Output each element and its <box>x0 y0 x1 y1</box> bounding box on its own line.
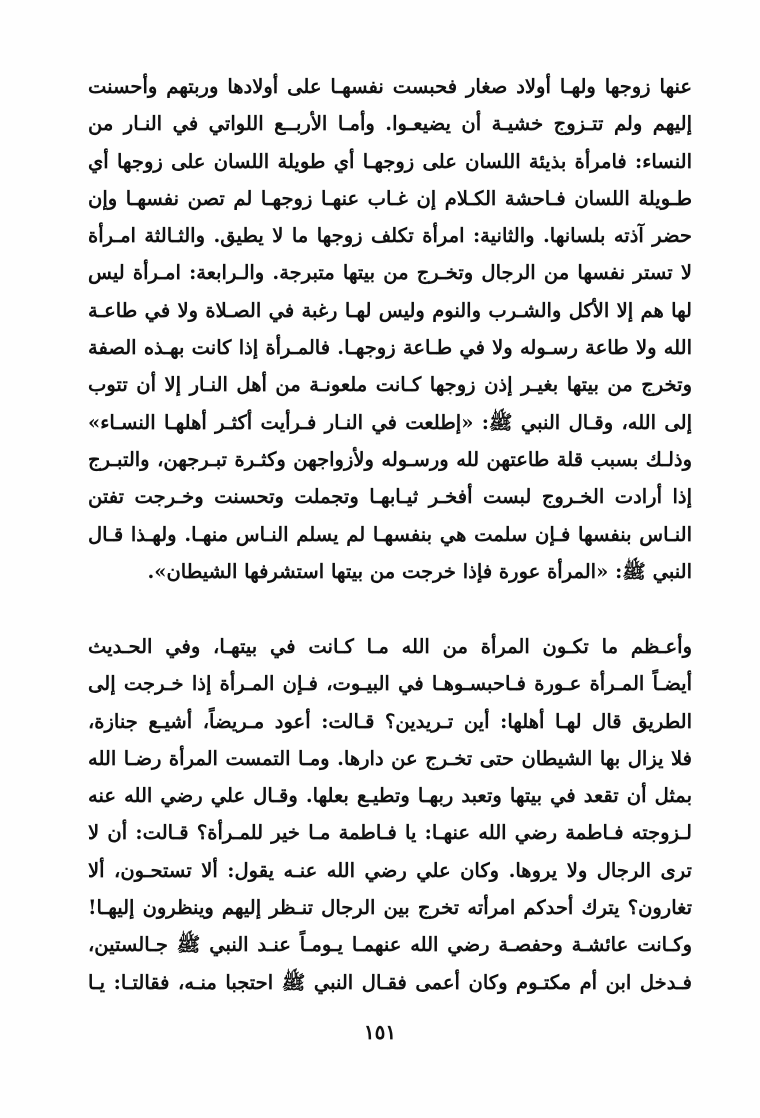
text-line: ترى الرجال ولا يروها. وكان علي رضي الله عنـه يقول: ألا تستحـون، ألا <box>88 858 692 882</box>
text-line: وأعـظم ما تكـون المرأة من الله مـا كـانت في بيتهـا، وفي الحـديث <box>88 635 692 658</box>
text-line: النبي ﷺ: «المرأة عورة فإذا خرجت من بيتها استشرفها الشيطان». <box>147 559 692 583</box>
text-line: إذا أرادت الخـروج لبست أفخـر ثيـابهـا وتجملت وتحسنت وخـرجت تفتن <box>88 485 692 509</box>
text-line: النـاس بنفسها فـإن سلمت هي بنفسهـا لم يسلم النـاس منهـا. ولهـذا قـال <box>88 522 692 546</box>
page-number: ١٥١ <box>363 1020 397 1044</box>
text-line: فـدخل ابن أم مكتـوم وكان أعمى فقـال النبي ﷺ احتجبا منـه، فقالتـا: يـا <box>88 970 692 994</box>
text-line: وكـانت عائشـة وحفصـة رضي الله عنهمـا يـومـاً عنـد النبي ﷺ جـالستين، <box>88 933 692 957</box>
text-line: أيضـاً المـرأة عـورة فـاحبسـوهـا في البيـوت، فـإن المـرأة إذا خـرجت إلى <box>88 672 692 696</box>
text-line: عنها زوجها ولهـا أولاد صغار فحبست نفسهـا على أولادها وربتهم وأحسنت <box>88 75 692 98</box>
text-line: لا تستر نفسها من الرجال وتخـرج من بيتها متبرجة. والـرابعة: امـرأة ليس <box>88 261 692 285</box>
text-line: الله ولا طاعة رسـوله ولا في طـاعة زوجهـا. فالمـرأة إذا كانت بهـذه الصفة <box>88 336 692 360</box>
text-line: إليهم ولم تتـزوج خشيـة أن يضيعـوا. وأمـا الأربــع اللواتي في النـار من <box>88 112 692 136</box>
text-line: تغارون؟ يترك أحدكم امرأته تخرج بين الرجال تنـظر إليهم وينظرون إليهـا! <box>88 896 692 920</box>
text-line: فلا يزال بها الشيطان حتى تخـرج عن دارها. ومـا التمست المرأة رضـا الله <box>88 746 692 770</box>
text-line: الطريق قال لهـا أهلها: أين تـريدين؟ قـالت: أعود مـريضاً، أشيـع جنازة، <box>88 709 692 733</box>
text-line: بمثل أن تقعد في بيتها وتعبد ربهـا وتطيـع بعلها. وقـال علي رضي الله عنه <box>88 784 692 808</box>
text-line: وذلـك بسبب قلة طاعتهن لله ورسـوله ولأزواجهن وكثـرة تبـرجهن، والتبـرج <box>88 447 692 471</box>
text-line: طـويلة اللسان فـاحشة الكـلام إن غـاب عنهـا زوجهـا لم تصن نفسهـا وإن <box>88 186 692 210</box>
text-line: وتخرج من بيتها بغيـر إذن زوجها كـانت ملعونـة من أهل النـار إلا أن تتوب <box>88 373 692 397</box>
paragraph-two <box>88 628 692 1001</box>
text-line: إلى الله، وقـال النبي ﷺ: «إطلعت في النـار فـرأيت أكثـر أهلهـا النسـاء» <box>88 410 692 434</box>
text-line: حضر آذته بلسانها. والثانية: امرأة تكلف زوجها ما لا يطيق. والثـالثة امـرأة <box>88 224 692 248</box>
text-line: النساء: فامرأة بذيئة اللسان على زوجهـا أي طويلة اللسان على زوجها أي <box>88 149 692 173</box>
text-line: لها هم إلا الأكل والشـرب والنوم وليس لهـا رغبة في الصـلاة ولا في طاعـة <box>88 298 692 322</box>
text-line: لـزوجته فـاطمة رضي الله عنهـا: يا فـاطمة مـا خير للمـرأة؟ قـالت: أن لا <box>88 821 692 845</box>
paragraph-one <box>88 68 692 590</box>
